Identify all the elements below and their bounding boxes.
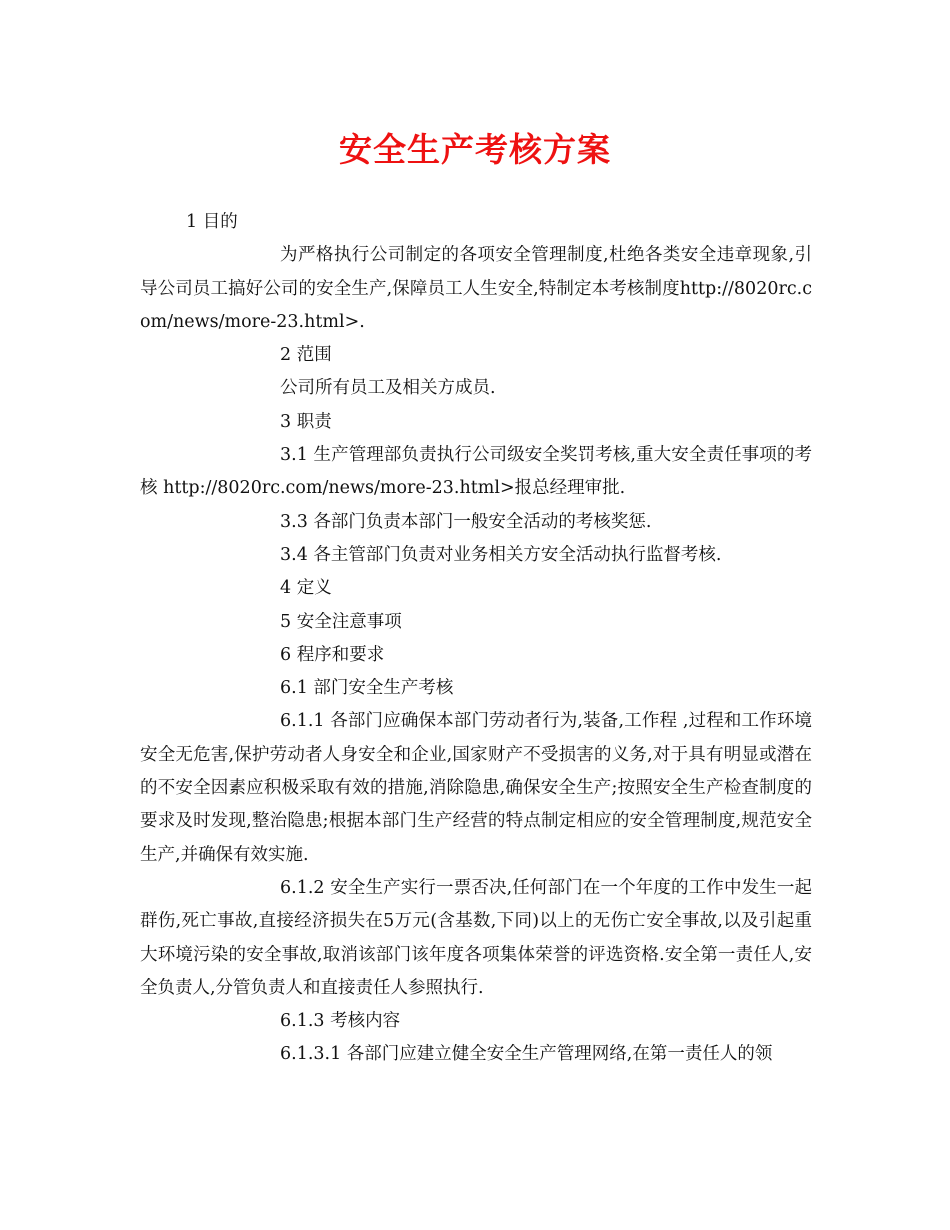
paragraph-3-3: 3.3 各部门负责本部门一般安全活动的考核奖惩. bbox=[280, 511, 652, 532]
section-heading-purpose: 1 目的 bbox=[186, 212, 238, 232]
paragraph-6-1-3-1: 6.1.3.1 各部门应建立健全安全生产管理网络,在第一责任人的领 bbox=[280, 1044, 773, 1065]
paragraph-purpose: 为严格执行公司制定的各项安全管理制度,杜绝各类安全违章现象,引导公司员工搞好公司的安全生产,保障员工人生安全,特制定本考核制度http://8020rc.com/news/more-23.html>. bbox=[140, 245, 812, 332]
paragraph-3-1: 3.1 生产管理部负责执行公司级安全奖罚考核,重大安全责任事项的考核 http://8020rc.com/news/more-23.html>报总经理审批. bbox=[140, 445, 812, 499]
subsection-heading-6-1: 6.1 部门安全生产考核 bbox=[280, 678, 454, 699]
paragraph-6-1-2: 6.1.2 安全生产实行一票否决,任何部门在一个年度的工作中发生一起群伤,死亡事故,直接经济损失在5万元(含基数,下同)以上的无伤亡安全事故,以及引起重大环境污染的安全事故,取消该部门该年度各项集体荣誉的评选资格.安全第一责任人,安全负责人,分管负责人和直接责任人参照执行. bbox=[140, 877, 812, 998]
document-body bbox=[140, 206, 812, 1072]
section-heading-procedures: 6 程序和要求 bbox=[280, 644, 385, 665]
section-heading-safety-notes: 5 安全注意事项 bbox=[280, 611, 402, 632]
section-heading-definitions: 4 定义 bbox=[280, 578, 332, 599]
paragraph-scope: 公司所有员工及相关方成员. bbox=[280, 378, 496, 399]
subsection-heading-6-1-3: 6.1.3 考核内容 bbox=[280, 1011, 401, 1032]
document-title: 安全生产考核方案 bbox=[339, 130, 611, 169]
paragraph-6-1-1: 6.1.1 各部门应确保本部门劳动者行为,装备,工作程 ,过程和工作环境安全无危害,保护劳动者人身安全和企业,国家财产不受损害的义务,对于具有明显或潜在的不安全因素应积极采取有效的措施,消除隐患,确保安全生产;按照安全生产检查制度的要求及时发现,整治隐患;根据本部门生产经营的特点制定相应的安全管理制度,规范安全生产,并确保有效实施. bbox=[140, 711, 812, 865]
paragraph-3-4: 3.4 各主管部门负责对业务相关方安全活动执行监督考核. bbox=[280, 544, 722, 565]
section-heading-responsibilities: 3 职责 bbox=[280, 411, 332, 432]
section-heading-scope: 2 范围 bbox=[280, 345, 332, 366]
